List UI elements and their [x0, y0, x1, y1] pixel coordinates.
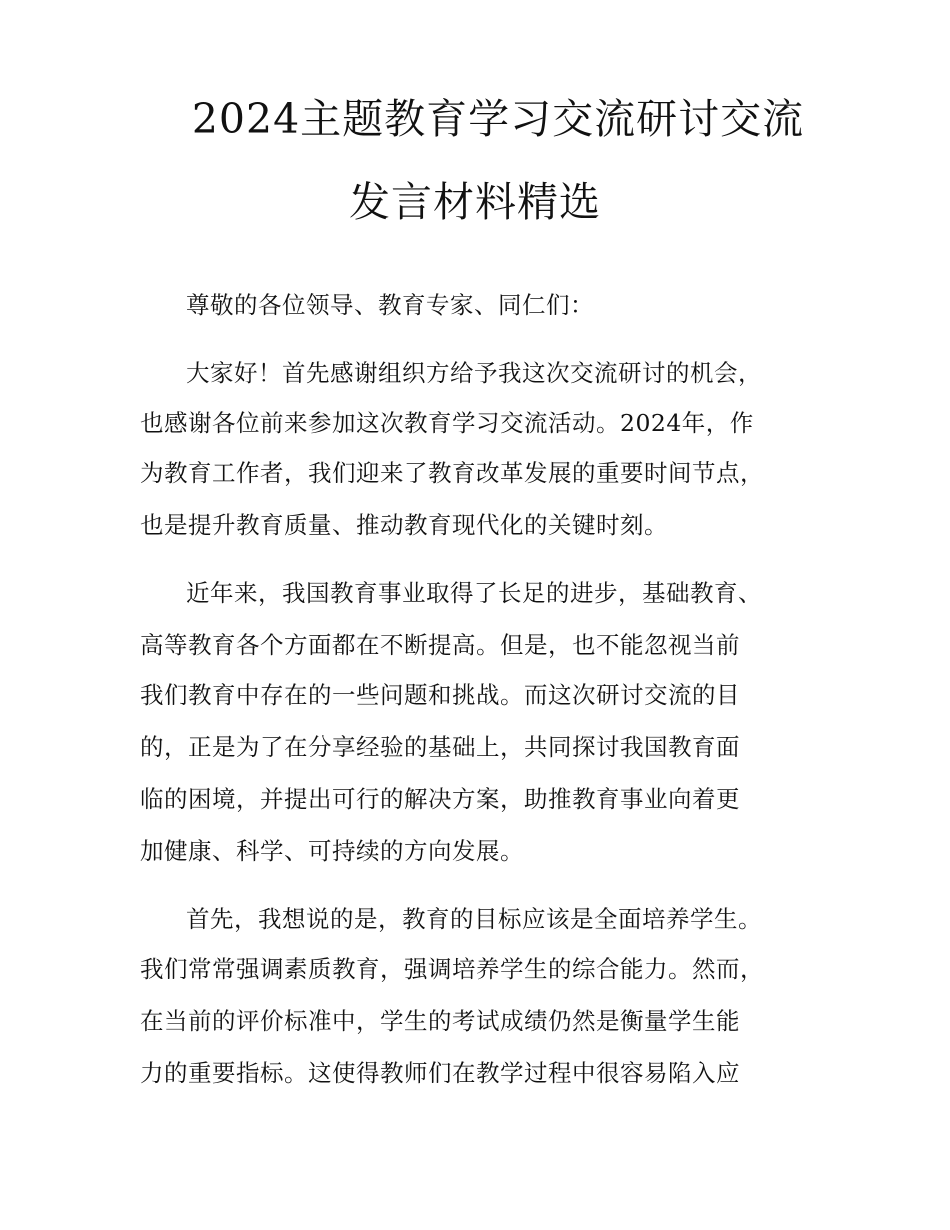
paragraph-line: 也是提升教育质量、推动教育现代化的关键时刻。 — [140, 511, 668, 539]
paragraph-line: 的，正是为了在分享经验的基础上，共同探讨我国教育面 — [140, 733, 740, 761]
paragraph-line: 近年来，我国教育事业取得了长足的进步，基础教育、 — [186, 579, 762, 607]
paragraph-line: 力的重要指标。这使得教师们在教学过程中很容易陷入应 — [140, 1059, 740, 1087]
paragraph-line: 大家好！首先感谢组织方给予我这次交流研讨的机会， — [186, 359, 762, 387]
document-title-line-2: 发言材料精选 — [349, 178, 601, 226]
paragraph-line: 在当前的评价标准中，学生的考试成绩仍然是衡量学生能 — [140, 1007, 740, 1035]
paragraph-line: 临的困境，并提出可行的解决方案，助推教育事业向着更 — [140, 785, 740, 813]
paragraph-line: 为教育工作者，我们迎来了教育改革发展的重要时间节点， — [140, 459, 764, 487]
paragraph-line: 加健康、科学、可持续的方向发展。 — [140, 837, 524, 865]
document-title-line-1: 2024主题教育学习交流研讨交流 — [191, 95, 805, 143]
paragraph-line: 我们教育中存在的一些问题和挑战。而这次研讨交流的目 — [140, 681, 740, 709]
salutation: 尊敬的各位领导、教育专家、同仁们： — [186, 291, 594, 319]
paragraph-line: 我们常常强调素质教育，强调培养学生的综合能力。然而， — [140, 955, 764, 983]
paragraph-line: 首先，我想说的是，教育的目标应该是全面培养学生。 — [186, 905, 762, 933]
paragraph-line: 高等教育各个方面都在不断提高。但是，也不能忽视当前 — [140, 631, 740, 659]
paragraph-line: 也感谢各位前来参加这次教育学习交流活动。2024年，作 — [140, 409, 754, 437]
